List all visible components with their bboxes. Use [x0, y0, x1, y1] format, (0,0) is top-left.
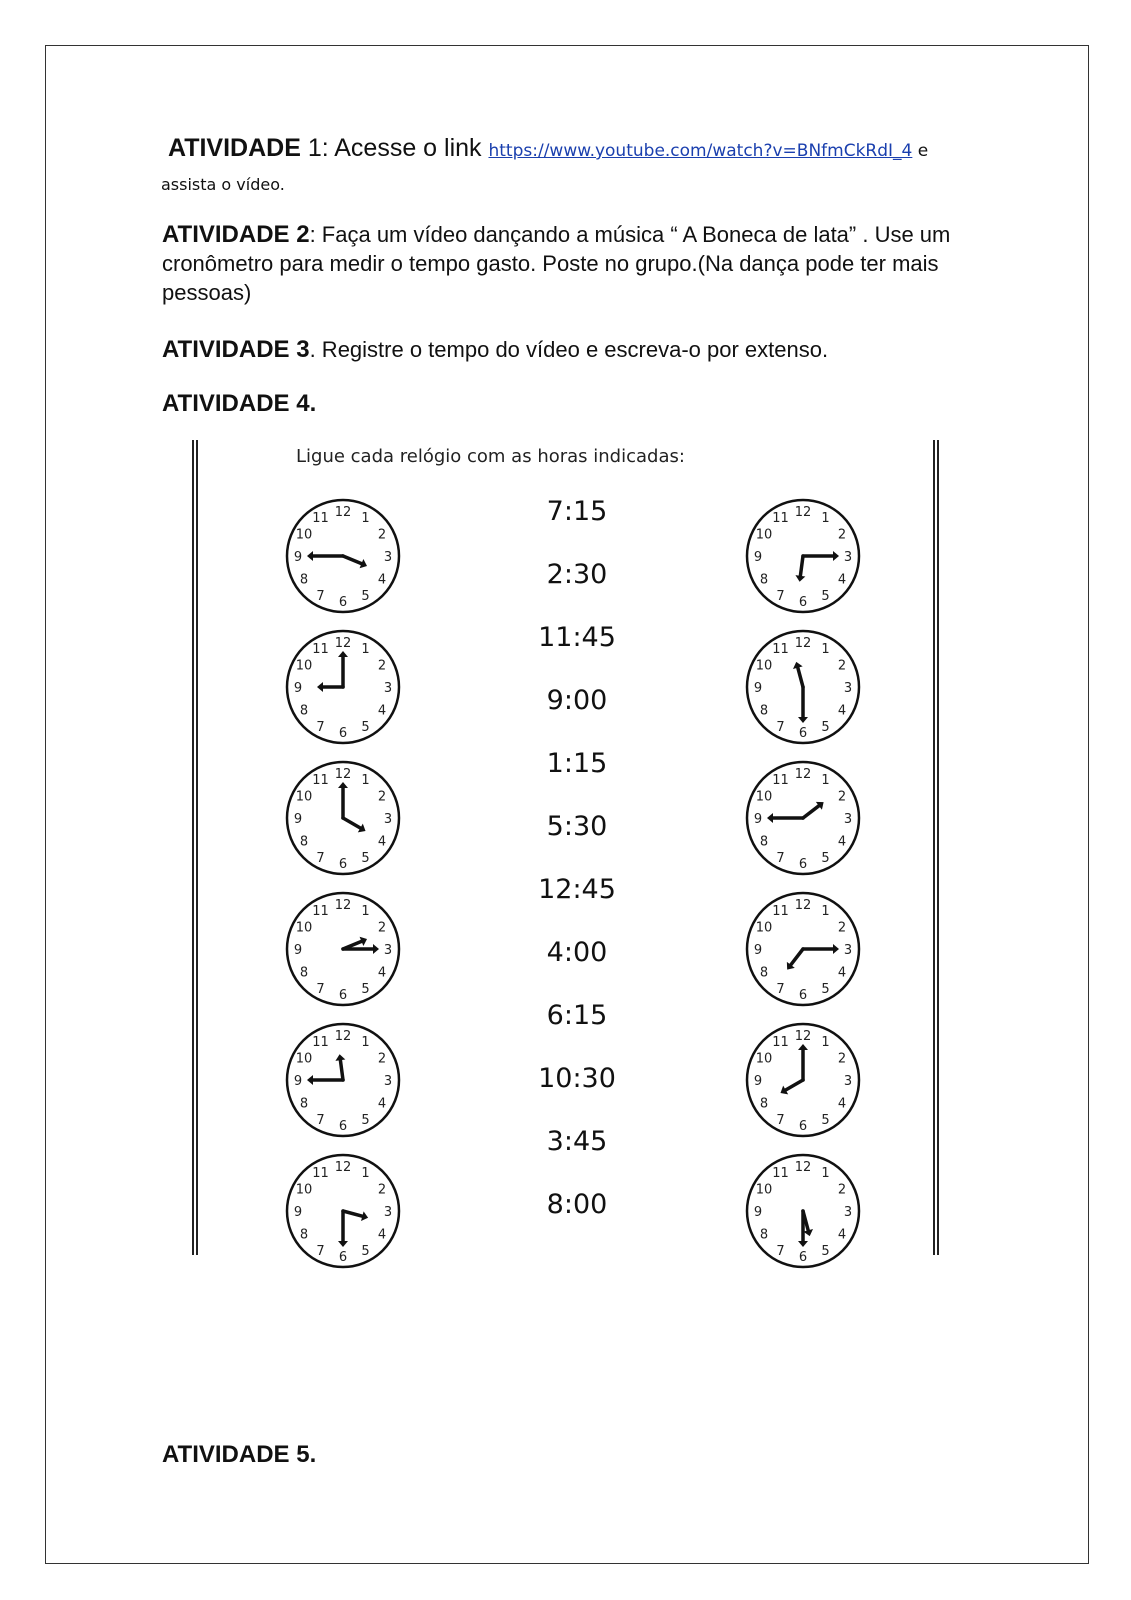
dial-number: 8 — [299, 1096, 309, 1112]
clock-face[interactable] — [283, 1151, 403, 1271]
dial-number: 3 — [843, 812, 853, 827]
clock-face[interactable] — [283, 496, 403, 616]
dial-number: 10 — [295, 527, 313, 543]
dial-number: 11 — [312, 773, 329, 789]
time-label: 8:00 — [546, 1189, 608, 1220]
dial-number: 2 — [377, 527, 387, 543]
dial-number: 4 — [837, 965, 847, 981]
dial-number: 7 — [316, 1112, 325, 1128]
dial-number: 1 — [361, 904, 370, 920]
dial-number: 8 — [299, 703, 309, 719]
time-label: 9:00 — [546, 685, 608, 716]
dial-number: 12 — [794, 636, 812, 651]
dial-number: 7 — [316, 981, 325, 997]
dial-number: 8 — [299, 572, 309, 588]
clock-face[interactable] — [283, 627, 403, 747]
dial-number: 1 — [361, 773, 370, 789]
youtube-link[interactable]: https://www.youtube.com/watch?v=BNfmCkRdI_4 — [488, 141, 913, 161]
dial-number: 9 — [293, 943, 303, 958]
dial-number: 8 — [759, 1227, 769, 1243]
clock-face[interactable] — [743, 889, 863, 1009]
dial-number: 7 — [776, 850, 785, 866]
clock-face[interactable] — [743, 758, 863, 878]
dial-number: 8 — [759, 703, 769, 719]
dial-number: 4 — [377, 965, 387, 981]
dial-number: 10 — [755, 1051, 773, 1067]
dial-number: 10 — [755, 920, 773, 936]
dial-number: 2 — [377, 920, 387, 936]
clock-worksheet — [192, 440, 943, 1265]
dial-number: 3 — [383, 1205, 393, 1220]
time-label: 7:15 — [546, 496, 608, 527]
dial-number: 12 — [794, 1160, 812, 1175]
dial-number: 4 — [837, 703, 847, 719]
dial-number: 12 — [334, 1160, 352, 1175]
dial-number: 1 — [361, 642, 370, 658]
clock-face[interactable] — [743, 627, 863, 747]
dial-number: 3 — [383, 550, 393, 565]
dial-number: 8 — [759, 1096, 769, 1112]
left-clock-column — [283, 496, 405, 1282]
dial-number: 8 — [759, 834, 769, 850]
dial-number: 12 — [794, 898, 812, 913]
dial-number: 9 — [753, 681, 763, 696]
worksheet-right-border — [933, 440, 939, 1255]
dial-number: 12 — [794, 505, 812, 520]
time-list — [522, 498, 632, 1254]
dial-number: 7 — [776, 719, 785, 735]
dial-number: 4 — [377, 1227, 387, 1243]
dial-number: 10 — [755, 658, 773, 674]
dial-number: 5 — [361, 588, 370, 604]
dial-number: 8 — [759, 572, 769, 588]
dial-number: 6 — [338, 595, 348, 610]
dial-number: 9 — [753, 1074, 763, 1089]
dial-number: 5 — [361, 850, 370, 866]
dial-number: 10 — [295, 1051, 313, 1067]
dial-number: 6 — [338, 1119, 348, 1134]
dial-number: 11 — [772, 511, 789, 527]
dial-number: 5 — [821, 850, 830, 866]
dial-number: 3 — [383, 943, 393, 958]
dial-number: 3 — [383, 1074, 393, 1089]
atividade-4-heading: ATIVIDADE 4. — [162, 390, 317, 417]
dial-number: 9 — [753, 812, 763, 827]
dial-number: 12 — [334, 898, 352, 913]
time-label: 10:30 — [538, 1063, 616, 1094]
dial-number: 4 — [837, 834, 847, 850]
dial-number: 4 — [837, 1096, 847, 1112]
dial-number: 9 — [293, 550, 303, 565]
dial-number: 7 — [776, 1243, 785, 1259]
dial-number: 9 — [753, 943, 763, 958]
dial-number: 11 — [772, 1035, 789, 1051]
dial-number: 2 — [837, 1051, 847, 1067]
dial-number: 6 — [338, 1250, 348, 1265]
dial-number: 12 — [334, 636, 352, 651]
dial-number: 6 — [798, 726, 808, 741]
dial-number: 5 — [821, 1243, 830, 1259]
dial-number: 8 — [299, 965, 309, 981]
clock-face[interactable] — [743, 496, 863, 616]
dial-number: 2 — [837, 527, 847, 543]
dial-number: 6 — [338, 726, 348, 741]
dial-number: 1 — [821, 511, 830, 527]
dial-number: 9 — [293, 1074, 303, 1089]
dial-number: 2 — [377, 1051, 387, 1067]
dial-number: 5 — [821, 981, 830, 997]
atividade-3-label: ATIVIDADE 3 — [162, 336, 310, 363]
clock-face[interactable] — [743, 1151, 863, 1271]
dial-number: 7 — [316, 588, 325, 604]
dial-number: 9 — [293, 812, 303, 827]
time-label: 1:15 — [546, 748, 608, 779]
dial-number: 4 — [837, 1227, 847, 1243]
dial-number: 2 — [837, 1182, 847, 1198]
dial-number: 11 — [312, 904, 329, 920]
clock-face[interactable] — [283, 758, 403, 878]
time-label: 6:15 — [546, 1000, 608, 1031]
dial-number: 4 — [377, 1096, 387, 1112]
dial-number: 6 — [798, 1119, 808, 1134]
dial-number: 9 — [293, 1205, 303, 1220]
dial-number: 10 — [295, 1182, 313, 1198]
dial-number: 12 — [794, 1029, 812, 1044]
dial-number: 1 — [821, 642, 830, 658]
time-label: 4:00 — [546, 937, 608, 968]
dial-number: 6 — [798, 857, 808, 872]
dial-number: 2 — [377, 1182, 387, 1198]
dial-number: 7 — [776, 588, 785, 604]
dial-number: 8 — [299, 1227, 309, 1243]
dial-number: 12 — [334, 767, 352, 782]
dial-number: 7 — [316, 850, 325, 866]
dial-number: 3 — [843, 681, 853, 696]
dial-number: 2 — [377, 789, 387, 805]
dial-number: 5 — [821, 588, 830, 604]
atividade-3 — [162, 335, 992, 364]
dial-number: 6 — [338, 857, 348, 872]
dial-number: 2 — [837, 920, 847, 936]
dial-number: 10 — [295, 789, 313, 805]
dial-number: 4 — [377, 703, 387, 719]
dial-number: 5 — [361, 981, 370, 997]
clock-face[interactable] — [283, 1020, 403, 1140]
dial-number: 6 — [798, 988, 808, 1003]
dial-number: 6 — [338, 988, 348, 1003]
dial-number: 11 — [312, 1035, 329, 1051]
dial-number: 1 — [361, 1166, 370, 1182]
dial-number: 11 — [772, 642, 789, 658]
dial-number: 3 — [843, 943, 853, 958]
clock-face[interactable] — [743, 1020, 863, 1140]
dial-number: 5 — [361, 1243, 370, 1259]
dial-number: 11 — [312, 642, 329, 658]
clock-face[interactable] — [283, 889, 403, 1009]
dial-number: 6 — [798, 595, 808, 610]
dial-number: 5 — [821, 1112, 830, 1128]
time-label: 2:30 — [546, 559, 608, 590]
dial-number: 3 — [383, 812, 393, 827]
atividade-1 — [168, 134, 928, 163]
dial-number: 9 — [293, 681, 303, 696]
dial-number: 10 — [755, 789, 773, 805]
dial-number: 11 — [772, 773, 789, 789]
worksheet-title: Ligue cada relógio com as horas indicadas: — [296, 446, 685, 467]
dial-number: 3 — [843, 550, 853, 565]
dial-number: 3 — [383, 681, 393, 696]
dial-number: 12 — [334, 505, 352, 520]
dial-number: 4 — [837, 572, 847, 588]
dial-number: 1 — [361, 1035, 370, 1051]
dial-number: 7 — [316, 719, 325, 735]
atividade-1-continuation: assista o vídeo. — [161, 175, 285, 194]
dial-number: 1 — [821, 773, 830, 789]
dial-number: 11 — [312, 511, 329, 527]
dial-number: 5 — [821, 719, 830, 735]
dial-number: 5 — [361, 1112, 370, 1128]
atividade-2-label: ATIVIDADE 2 — [162, 221, 310, 248]
dial-number: 11 — [772, 1166, 789, 1182]
time-label: 12:45 — [538, 874, 616, 905]
dial-number: 8 — [299, 834, 309, 850]
time-label: 11:45 — [538, 622, 616, 653]
dial-number: 2 — [837, 658, 847, 674]
dial-number: 1 — [361, 511, 370, 527]
dial-number: 9 — [753, 1205, 763, 1220]
atividade-5-heading: ATIVIDADE 5. — [162, 1441, 317, 1468]
dial-number: 2 — [837, 789, 847, 805]
dial-number: 4 — [377, 572, 387, 588]
dial-number: 10 — [295, 658, 313, 674]
dial-number: 7 — [776, 981, 785, 997]
atividade-2 — [162, 220, 992, 307]
dial-number: 10 — [755, 1182, 773, 1198]
atividade-1-after-link: e — [912, 141, 929, 161]
dial-number: 3 — [843, 1074, 853, 1089]
atividade-3-text: . Registre o tempo do vídeo e escreva-o por extenso. — [309, 337, 829, 362]
time-label: 5:30 — [546, 811, 608, 842]
right-clock-column — [743, 496, 865, 1282]
dial-number: 1 — [821, 904, 830, 920]
dial-number: 11 — [772, 904, 789, 920]
dial-number: 1 — [821, 1035, 830, 1051]
dial-number: 4 — [377, 834, 387, 850]
dial-number: 2 — [377, 658, 387, 674]
atividade-1-text: 1: Acesse o link — [300, 134, 489, 162]
dial-number: 3 — [843, 1205, 853, 1220]
dial-number: 12 — [334, 1029, 352, 1044]
dial-number: 11 — [312, 1166, 329, 1182]
dial-number: 12 — [794, 767, 812, 782]
dial-number: 1 — [821, 1166, 830, 1182]
dial-number: 10 — [755, 527, 773, 543]
dial-number: 7 — [316, 1243, 325, 1259]
dial-number: 7 — [776, 1112, 785, 1128]
dial-number: 8 — [759, 965, 769, 981]
time-label: 3:45 — [546, 1126, 608, 1157]
dial-number: 6 — [798, 1250, 808, 1265]
atividade-2-text: : Faça um vídeo dançando a música “ A Boneca de lata” . Use um cronômetro para medir o tempo gasto. Poste no grupo.(Na dança pode ter mais pessoas) — [162, 222, 951, 305]
dial-number: 5 — [361, 719, 370, 735]
worksheet-left-border — [192, 440, 198, 1255]
dial-number: 10 — [295, 920, 313, 936]
atividade-1-label: ATIVIDADE — [168, 134, 301, 162]
dial-number: 9 — [753, 550, 763, 565]
